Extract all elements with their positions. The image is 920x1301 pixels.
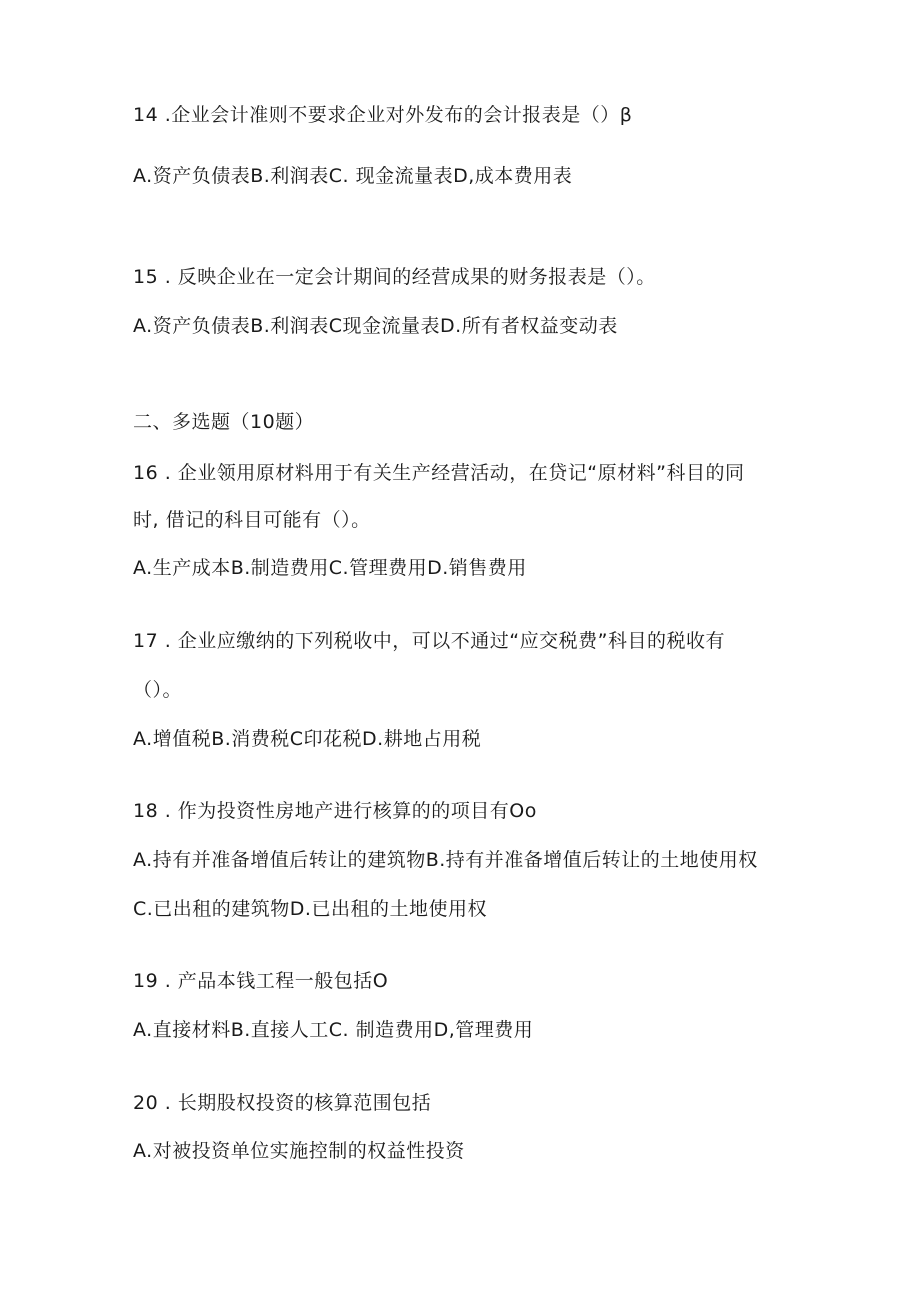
question-20: 20 . 长期股权投资的核算范围包括 [133,1092,432,1114]
question-17-line2: （）。 [133,679,183,701]
question-18: 18 . 作为投资性房地产进行核算的的项目有Oo [133,800,537,822]
question-14: 14 .企业会计准则不要求企业对外发布的会计报表是（）β [133,104,633,126]
question-16-options: A.生产成本B.制造费用C.管理费用D.销售费用 [133,557,527,579]
question-15-options: A.资产负债表B.利润表C现金流量表D.所有者权益变动表 [133,315,618,337]
question-17-line1: 17 . 企业应缴纳的下列税收中，可以不通过“应交税费”科目的税收有 [133,630,725,652]
question-19: 19 . 产品本钱工程一般包括O [133,970,389,992]
question-16-line1: 16 . 企业领用原材料用于有关生产经营活动，在贷记“原材料”科目的同 [133,462,745,484]
section-heading: 二、多选题（10题） [133,411,315,433]
question-16-line2: 时, 借记的科目可能有（）。 [133,509,371,531]
question-20-option-a: A.对被投资单位实施控制的权益性投资 [133,1140,465,1162]
question-15: 15 . 反映企业在一定会计期间的经营成果的财务报表是（）。 [133,266,656,288]
question-18-options-line1: A.持有并准备增值后转让的建筑物B.持有并准备增值后转让的土地使用权 [133,849,758,871]
question-14-options: A.资产负债表B.利润表C. 现金流量表D,成本费用表 [133,165,573,187]
question-18-options-line2: C.已出租的建筑物D.已出租的土地使用权 [133,898,487,920]
question-19-options: A.直接材料B.直接人工C. 制造费用D,管理费用 [133,1019,534,1041]
question-17-options: A.增值税B.消费税C印花税D.耕地占用税 [133,728,482,750]
